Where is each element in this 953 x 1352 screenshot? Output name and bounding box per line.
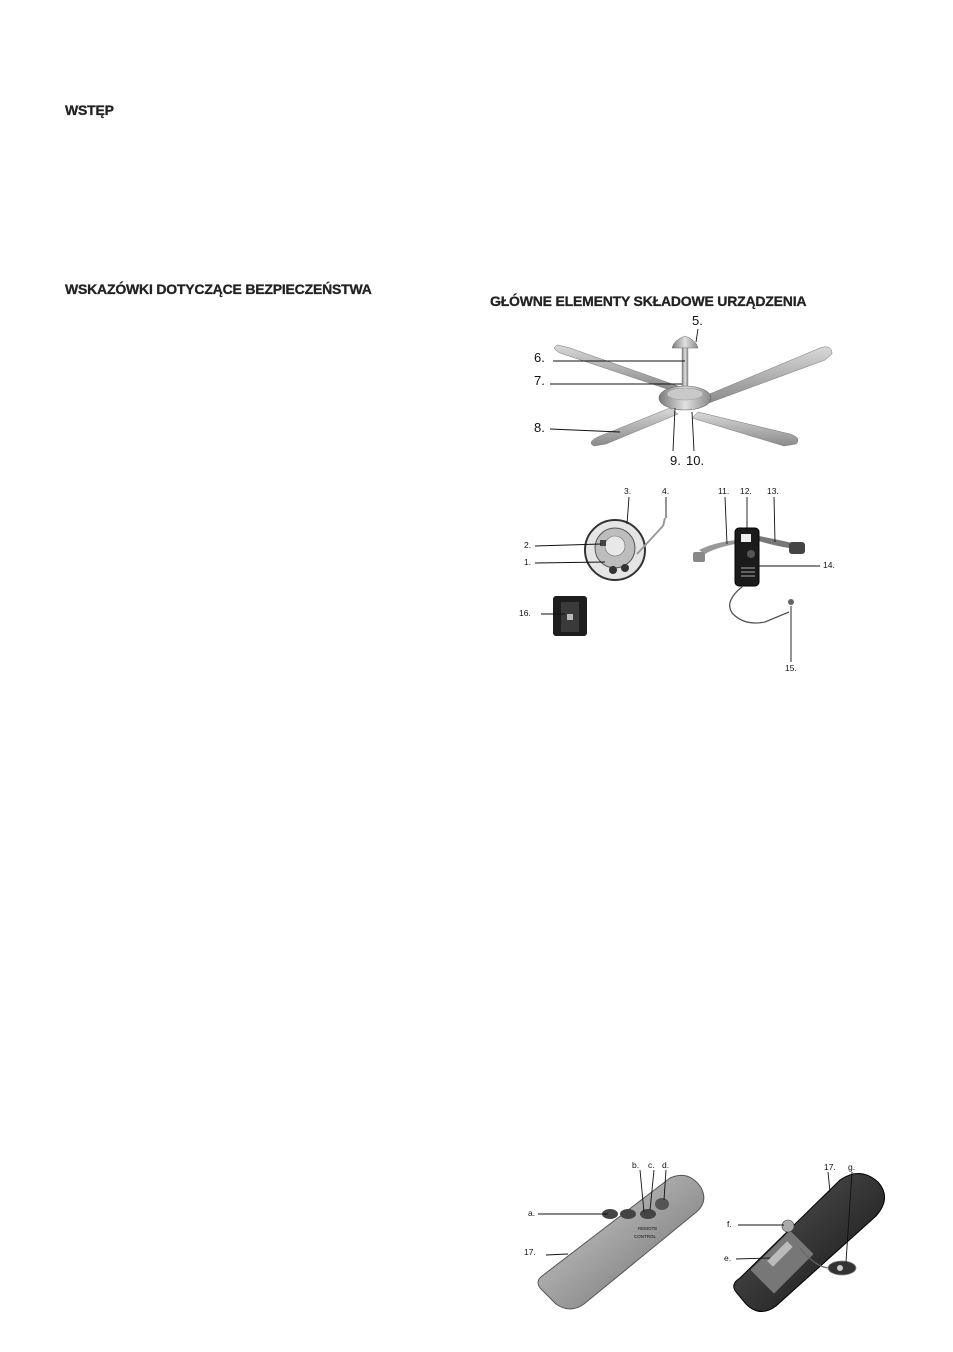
mount-label-1: 1. xyxy=(524,557,532,567)
remote-back-label-f: f. xyxy=(727,1219,732,1229)
remote-back-body xyxy=(734,1173,885,1311)
receiver-label-15: 15. xyxy=(785,663,797,673)
receiver-label-13: 13. xyxy=(767,486,779,496)
remote-back-label-g: g. xyxy=(848,1162,856,1172)
fan-canopy xyxy=(672,336,698,348)
remote-label-a: a. xyxy=(528,1208,536,1218)
safety-heading: WSKAZÓWKI DOTYCZĄCE BEZPIECZEŃSTWA xyxy=(65,281,372,297)
remote-body xyxy=(538,1175,704,1309)
remote-brand-line1: REMOTE xyxy=(638,1226,658,1231)
mount-label-4: 4. xyxy=(662,486,670,496)
receiver-label-11: 11. xyxy=(718,486,730,496)
remote-brand-line2: CONTROL xyxy=(634,1234,657,1239)
receiver-figure xyxy=(685,482,845,677)
fan-label-5: 5. xyxy=(692,313,703,328)
mount-label-2: 2. xyxy=(524,540,532,550)
fan-label-7: 7. xyxy=(534,373,545,388)
receiver-label-12: 12. xyxy=(740,486,752,496)
fan-label-9: 9. xyxy=(670,453,681,468)
remote-label-b: b. xyxy=(632,1160,640,1170)
remote-back-figure xyxy=(720,1158,895,1318)
remote-label-17: 17. xyxy=(524,1247,536,1257)
remote-front-figure xyxy=(520,1158,720,1318)
mount-label-3: 3. xyxy=(624,486,632,496)
fan-label-6: 6. xyxy=(534,350,545,365)
receiver-label-14: 14. xyxy=(823,560,835,570)
components-heading: GŁÓWNE ELEMENTY SKŁADOWE URZĄDZENIA xyxy=(490,293,807,309)
mounting-bracket xyxy=(585,518,665,580)
remote-label-d: d. xyxy=(662,1160,670,1170)
receiver-unit xyxy=(693,528,805,623)
fan-downrod xyxy=(682,348,688,388)
hanger-clip xyxy=(553,596,587,636)
fan-label-8: 8. xyxy=(534,420,545,435)
fan-label-10: 10. xyxy=(686,453,705,468)
mount-label-16: 16. xyxy=(519,608,531,618)
remote-back-label-e: e. xyxy=(724,1253,732,1263)
intro-heading: WSTĘP xyxy=(65,102,114,118)
mounting-parts-figure xyxy=(515,482,690,642)
remote-back-label-17: 17. xyxy=(824,1162,836,1172)
remote-label-c: c. xyxy=(648,1160,655,1170)
ceiling-fan-figure xyxy=(520,308,850,473)
